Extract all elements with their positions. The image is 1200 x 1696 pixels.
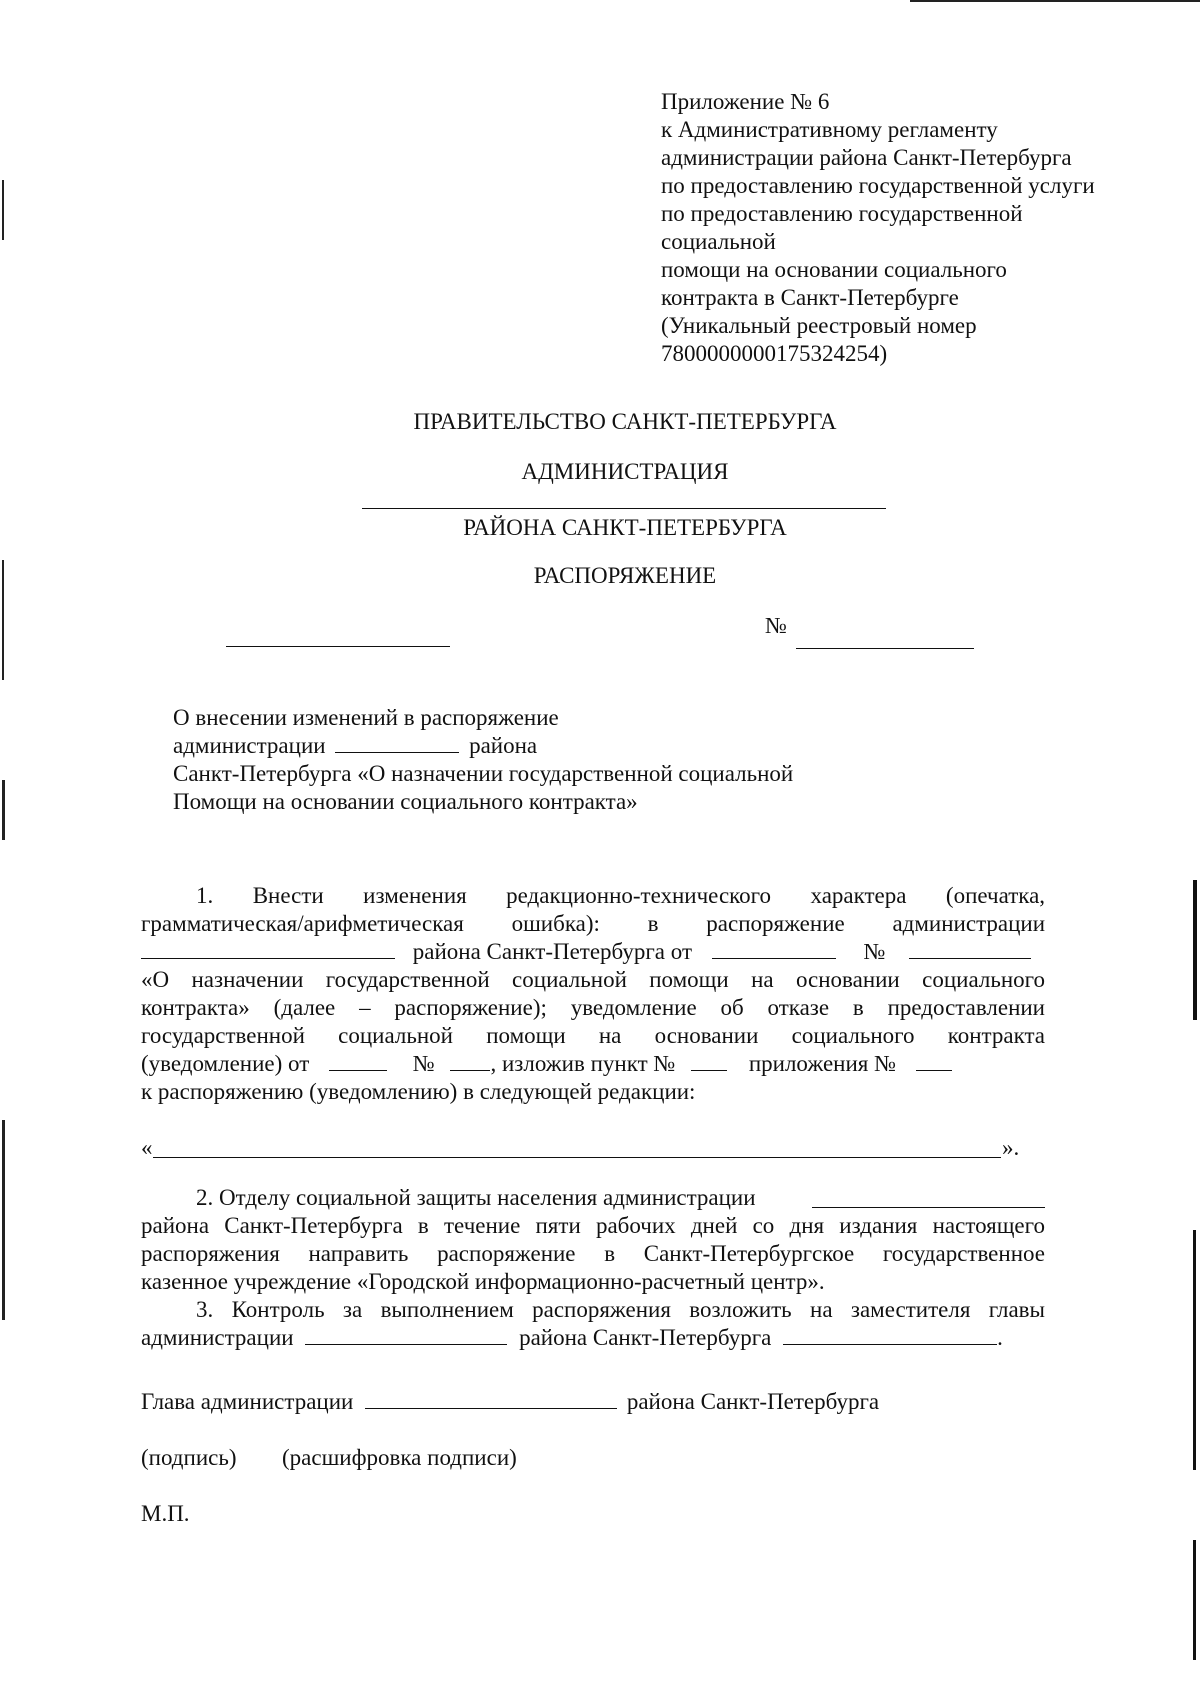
district-blank [141, 938, 395, 959]
appendix-line: (Уникальный реестровый номер [661, 313, 977, 338]
p1-line: государственной социальной помощи на основании социального контракта [141, 1023, 1045, 1048]
appendix-line: по предоставлению государственной услуги [661, 173, 1095, 198]
quote-close: ». [1002, 1135, 1020, 1160]
p1-line: «О назначении государственной социальной помощи на основании социального [141, 967, 1045, 992]
subject-line: администрации района [173, 733, 538, 758]
order-number-blank [796, 648, 974, 649]
appendix-line: Приложение № 6 [661, 89, 830, 114]
appendix-line: помощи на основании социального [661, 257, 1007, 282]
scan-edge-left [2, 560, 4, 680]
p1-line: района Санкт-Петербурга от № [141, 938, 1045, 966]
p2-line: распоряжения направить распоряжение в Санкт-Петербургское государственное [141, 1241, 1045, 1266]
appendix-line: 7800000000175324254) [661, 341, 888, 366]
appendix-line: по предоставлению государственной [661, 201, 1023, 226]
p2-line: казенное учреждение «Городской информационно-расчетный центр». [141, 1269, 825, 1294]
subject-line: Помощи на основании социального контракта» [173, 789, 638, 814]
p1-line: к распоряжению (уведомлению) в следующей редакции: [141, 1079, 696, 1104]
order-number-sign: № [765, 613, 787, 638]
order-title: РАСПОРЯЖЕНИЕ [533, 563, 717, 588]
appendix-line: социальной [661, 229, 776, 254]
scan-edge-left [2, 780, 5, 840]
new-wording-blank [153, 1157, 1001, 1158]
p3-line: администрации района Санкт-Петербурга . [141, 1325, 1003, 1350]
signature-head-line: Глава администрации района Санкт-Петербурга [141, 1389, 880, 1414]
p3-line: 3. Контроль за выполнением распоряжения возложить на заместителя главы [196, 1297, 1045, 1322]
scan-edge-left [2, 1120, 5, 1320]
district-blank [335, 732, 459, 753]
p1-line: контракта» (далее – распоряжение); уведомление об отказе в предоставлении [141, 995, 1045, 1020]
p1-line: (уведомление) от № , изложив пункт № приложения № [141, 1050, 1045, 1078]
item-blank [691, 1050, 727, 1071]
scan-edge-right [1193, 1540, 1196, 1660]
quote-open: « [141, 1135, 153, 1160]
scan-edge-left [2, 180, 4, 240]
district-blank [812, 1207, 1045, 1208]
administration-title: АДМИНИСТРАЦИЯ [521, 459, 729, 484]
deputy-name-blank [783, 1324, 997, 1345]
p2-line: района Санкт-Петербурга в течение пяти рабочих дней со дня издания настоящего [141, 1213, 1045, 1238]
p1-line: 1. Внести изменения редакционно-технического характера (опечатка, [196, 883, 1046, 908]
order-date-blank [226, 646, 450, 647]
date-blank [329, 1050, 387, 1071]
subject-line: О внесении изменений в распоряжение [173, 705, 559, 730]
appendix-line: контракта в Санкт-Петербурге [661, 285, 959, 310]
district-title: РАЙОНА САНКТ-ПЕТЕРБУРГА [463, 515, 787, 540]
p2-line: 2. Отделу социальной защиты населения администрации [196, 1185, 756, 1210]
signature-label: (подпись) [141, 1445, 237, 1470]
scan-edge-top [910, 0, 1200, 2]
p1-line: грамматическая/арифметическая ошибка): в распоряжение администрации [141, 911, 1046, 936]
appendix-header [661, 88, 1095, 368]
scan-edge-right [1193, 880, 1197, 1020]
appendix-line: администрации района Санкт-Петербурга [661, 145, 1072, 170]
subject-line: Санкт-Петербурга «О назначении государственной социальной [173, 761, 794, 786]
district-name-blank [362, 508, 886, 509]
scan-edge-right [1193, 1230, 1196, 1470]
district-blank [305, 1324, 507, 1345]
date-blank [712, 938, 836, 959]
number-blank [450, 1050, 490, 1071]
number-blank [909, 938, 1031, 959]
government-title: ПРАВИТЕЛЬСТВО САНКТ-ПЕТЕРБУРГА [413, 409, 837, 434]
district-blank [365, 1388, 617, 1409]
appendix-line: к Административному регламенту [661, 117, 998, 142]
seal-label: М.П. [141, 1501, 190, 1526]
appendix-blank [916, 1050, 952, 1071]
signature-decode-label: (расшифровка подписи) [282, 1445, 517, 1470]
